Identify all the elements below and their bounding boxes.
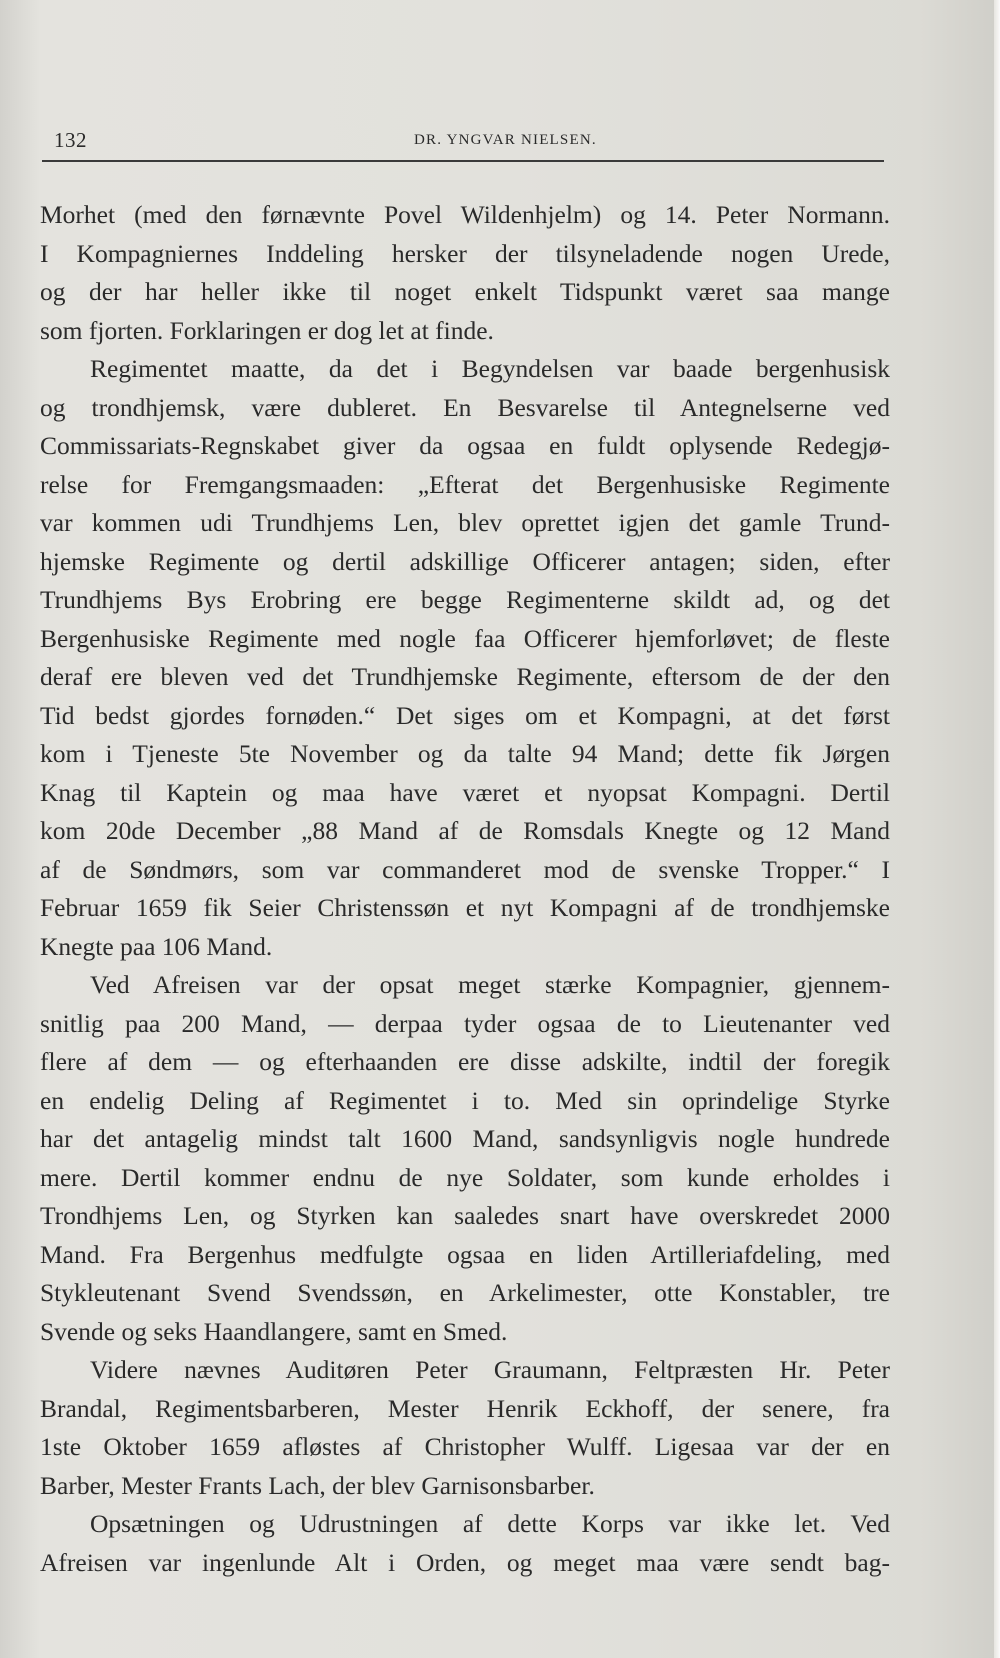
text-line: Afreisen var ingenlunde Alt i Orden, og meget maa være sendt bag- [40,1547,890,1577]
body-text [40,196,890,1582]
text-line: kom 20de December „88 Mand af de Romsdals Knegte og 12 Mand [40,816,890,845]
text-line: Opsætningen og Udrustningen af dette Korps var ikke let. Ved [90,1509,890,1538]
running-head: DR. YNGVAR NIELSEN. [414,132,597,148]
text-line: 1ste Oktober 1659 afløstes af Christopher Wulff. Ligesaa var der en [40,1432,890,1461]
text-line: mere. Dertil kommer endnu de nye Soldater, som kunde erholdes i [40,1162,890,1192]
text-line: og der har heller ikke til noget enkelt Tidspunkt været saa mange [40,277,890,306]
paragraph [40,350,890,966]
text-line: Mand. Fra Bergenhus medfulgte ogsaa en liden Artilleriafdeling, med [40,1239,890,1269]
text-line: Februar 1659 fik Seier Christenssøn et nyt Kompagni af de trondhjemske [40,893,890,922]
text-line: relse for Fremgangsmaaden: „Efterat det Bergenhusiske Regimente [40,469,890,499]
text-line: Svende og seks Haandlangere, samt en Smed. [40,1316,508,1346]
text-line: flere af dem — og efterhaanden ere disse adskilte, indtil der foregik [40,1047,890,1076]
text-line: deraf ere bleven ved det Trundhjemske Regimente, eftersom de der den [40,662,890,691]
header-rule [42,160,884,162]
text-line: Videre nævnes Auditøren Peter Graumann, Feltpræsten Hr. Peter [90,1355,890,1384]
text-line: har det antagelig mindst talt 1600 Mand, sandsynligvis nogle hundrede [40,1124,890,1153]
text-line: Barber, Mester Frants Lach, der blev Garnisonsbarber. [40,1470,595,1500]
text-line: var kommen udi Trundhjems Len, blev oprettet igjen det gamle Trund- [40,508,890,537]
page-header [42,128,882,162]
text-line: Commissariats-Regnskabet giver da ogsaa en fuldt oplysende Redegjø- [40,431,890,460]
page-edge [994,0,1000,1658]
paragraph [40,1505,890,1582]
text-line: Trundhjems Bys Erobring ere begge Regimenterne skildt ad, og det [40,585,890,614]
paragraph [40,966,890,1351]
text-line: Ved Afreisen var der opsat meget stærke Kompagnier, gjennem- [90,970,890,999]
text-line: snitlig paa 200 Mand, — derpaa tyder ogsaa de to Lieutenanter ved [40,1008,890,1038]
text-line: af de Søndmørs, som var commanderet mod de svenske Tropper.“ I [40,854,890,884]
text-line: som fjorten. Forklaringen er dog let at finde. [40,315,494,345]
text-line: Knag til Kaptein og maa have været et nyopsat Kompagni. Dertil [40,777,890,807]
text-line: Morhet (med den førnævnte Povel Wildenhjelm) og 14. Peter Normann. [40,200,890,229]
text-line: Knegte paa 106 Mand. [40,931,273,961]
text-line: Stykleutenant Svend Svendssøn, en Arkelimester, otte Konstabler, tre [40,1278,890,1307]
text-line: og trondhjemsk, være dubleret. En Besvarelse til Antegnelserne ved [40,392,890,422]
text-line: kom i Tjeneste 5te November og da talte 94 Mand; dette fik Jørgen [40,739,890,768]
text-line: Regimentet maatte, da det i Begyndelsen var baade bergenhusisk [90,354,890,383]
text-line: hjemske Regimente og dertil adskillige Officerer antagen; siden, efter [40,546,890,576]
page-number: 132 [54,128,87,152]
text-line: I Kompagniernes Inddeling hersker der tilsyneladende nogen Urede, [40,238,890,268]
paragraph [40,196,890,350]
text-line: en endelig Deling af Regimentet i to. Med sin oprindelige Styrke [40,1085,890,1115]
paragraph [40,1351,890,1505]
text-line: Tid bedst gjordes fornøden.“ Det siges om et Kompagni, at det først [40,700,890,730]
text-line: Trondhjems Len, og Styrken kan saaledes snart have overskredet 2000 [40,1201,890,1230]
text-line: Brandal, Regimentsbarberen, Mester Henrik Eckhoff, der senere, fra [40,1393,890,1423]
text-line: Bergenhusiske Regimente med nogle faa Officerer hjemforløvet; de fleste [40,623,890,653]
